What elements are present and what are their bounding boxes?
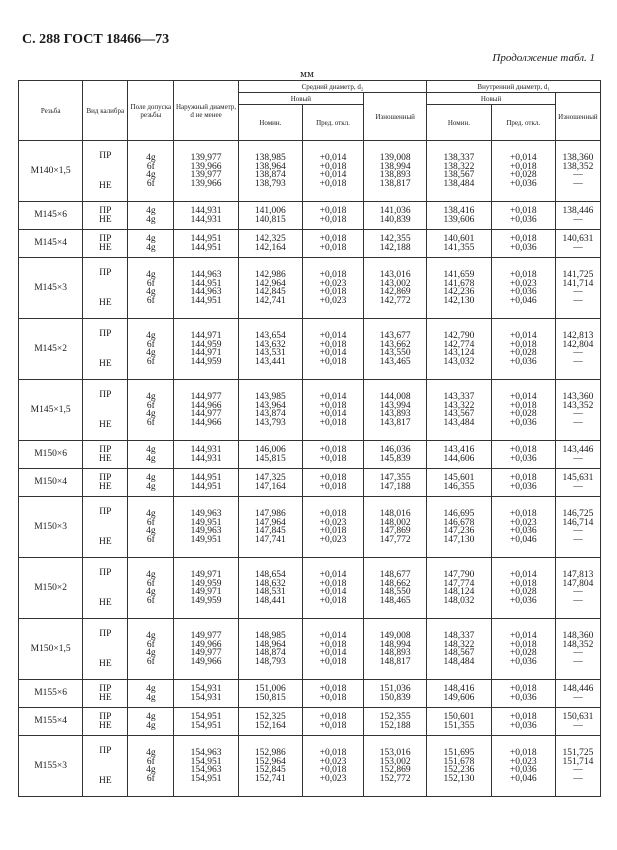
- header-inner-diameter: Внутренний диаметр, d₁: [427, 81, 601, 93]
- mean-nominal-cell: 152,986 152,964 152,845 152,741: [238, 736, 302, 797]
- inner-worn-cell: 138,446 —: [555, 202, 600, 230]
- inner-worn-cell: 146,725 146,714 — —: [555, 497, 600, 558]
- inner-worn-cell: 148,446 —: [555, 680, 600, 708]
- mean-deviation-cell: +0,018 +0,018: [302, 441, 363, 469]
- thread-gauge-table: [18, 80, 601, 797]
- inner-deviation-cell: +0,014 +0,018 +0,028 +0,036: [491, 619, 555, 680]
- table-row: [19, 230, 601, 258]
- header-inner-new: Новый: [427, 93, 556, 105]
- inner-deviation-cell: +0,014 +0,018 +0,028 +0,036: [491, 558, 555, 619]
- inner-worn-cell: 151,725 151,714 — —: [555, 736, 600, 797]
- mean-worn-cell: 139,008 138,994 138,893 138,817: [364, 141, 427, 202]
- inner-worn-cell: 141,725 141,714 — —: [555, 258, 600, 319]
- inner-deviation-cell: +0,018 +0,036: [491, 202, 555, 230]
- gauge-type-cell: ПР НЕ: [83, 441, 128, 469]
- mean-worn-cell: 152,355 152,188: [364, 708, 427, 736]
- gauge-type-cell: ПР НЕ: [83, 736, 128, 797]
- tolerance-cell: 4g 4g: [128, 469, 174, 497]
- table-body: [19, 141, 601, 797]
- gauge-type-cell: ПР НЕ: [83, 469, 128, 497]
- mean-deviation-cell: +0,014 +0,018 +0,014 +0,018: [302, 380, 363, 441]
- thread-cell: M145×2: [19, 319, 83, 380]
- mean-deviation-cell: +0,018 +0,023 +0,018 +0,023: [302, 497, 363, 558]
- outer-diameter-cell: 154,951 154,951: [174, 708, 238, 736]
- mean-worn-cell: 149,008 148,994 148,893 148,817: [364, 619, 427, 680]
- mean-deviation-cell: +0,014 +0,018 +0,014 +0,018: [302, 319, 363, 380]
- outer-diameter-cell: 149,971 149,959 149,971 149,959: [174, 558, 238, 619]
- mean-worn-cell: 151,036 150,839: [364, 680, 427, 708]
- header-thread: Резьба: [19, 81, 83, 141]
- thread-cell: M145×6: [19, 202, 83, 230]
- page-label: С. 288 ГОСТ 18466—73: [22, 32, 170, 47]
- outer-diameter-cell: 139,977 139,966 139,977 139,966: [174, 141, 238, 202]
- header-inner-nominal: Номин.: [427, 105, 491, 141]
- mean-nominal-cell: 138,985 138,964 138,874 138,793: [238, 141, 302, 202]
- thread-cell: M150×3: [19, 497, 83, 558]
- header-mean-diameter: Средний диаметр, d₂: [238, 81, 427, 93]
- table-row: [19, 141, 601, 202]
- inner-worn-cell: 145,631 —: [555, 469, 600, 497]
- table-row: [19, 202, 601, 230]
- gauge-type-cell: ПР НЕ: [83, 319, 128, 380]
- mean-nominal-cell: 142,325 142,164: [238, 230, 302, 258]
- outer-diameter-cell: 144,963 144,951 144,963 144,951: [174, 258, 238, 319]
- thread-cell: M145×1,5: [19, 380, 83, 441]
- inner-worn-cell: 150,631 —: [555, 708, 600, 736]
- mean-deviation-cell: +0,018 +0,018: [302, 469, 363, 497]
- tolerance-cell: 4g 6f 4g 6f: [128, 319, 174, 380]
- inner-worn-cell: 138,360 138,352 — —: [555, 141, 600, 202]
- mean-nominal-cell: 151,006 150,815: [238, 680, 302, 708]
- inner-nominal-cell: 148,337 148,322 148,567 148,484: [427, 619, 491, 680]
- inner-nominal-cell: 142,790 142,774 143,124 143,032: [427, 319, 491, 380]
- mean-deviation-cell: +0,018 +0,018: [302, 680, 363, 708]
- tolerance-cell: 4g 6f 4g 6f: [128, 736, 174, 797]
- mean-deviation-cell: +0,018 +0,023 +0,018 +0,023: [302, 258, 363, 319]
- header-outer-diameter: Наружный диаметр, d не менее: [174, 81, 238, 141]
- inner-deviation-cell: +0,018 +0,036: [491, 230, 555, 258]
- tolerance-cell: 4g 4g: [128, 708, 174, 736]
- mean-worn-cell: 143,016 143,002 142,869 142,772: [364, 258, 427, 319]
- mean-nominal-cell: 148,985 148,964 148,874 148,793: [238, 619, 302, 680]
- table-row: [19, 441, 601, 469]
- inner-nominal-cell: 148,416 149,606: [427, 680, 491, 708]
- outer-diameter-cell: 149,977 149,966 149,977 149,966: [174, 619, 238, 680]
- header-gauge-type: Вид калибра: [83, 81, 128, 141]
- mean-worn-cell: 153,016 153,002 152,869 152,772: [364, 736, 427, 797]
- tolerance-cell: 4g 4g: [128, 230, 174, 258]
- gauge-type-cell: ПР НЕ: [83, 558, 128, 619]
- outer-diameter-cell: 154,963 154,951 154,963 154,951: [174, 736, 238, 797]
- inner-deviation-cell: +0,018 +0,023 +0,036 +0,046: [491, 736, 555, 797]
- header-mean-worn: Изношенный: [364, 93, 427, 141]
- outer-diameter-cell: 144,971 144,959 144,971 144,959: [174, 319, 238, 380]
- table-row: [19, 619, 601, 680]
- header-mean-nominal: Номин.: [238, 105, 302, 141]
- outer-diameter-cell: 144,951 144,951: [174, 469, 238, 497]
- gauge-type-cell: ПР НЕ: [83, 619, 128, 680]
- outer-diameter-cell: 144,931 144,931: [174, 202, 238, 230]
- inner-nominal-cell: 146,695 146,678 147,236 147,130: [427, 497, 491, 558]
- inner-deviation-cell: +0,018 +0,036: [491, 469, 555, 497]
- inner-nominal-cell: 143,416 144,606: [427, 441, 491, 469]
- outer-diameter-cell: 144,931 144,931: [174, 441, 238, 469]
- thread-cell: M145×3: [19, 258, 83, 319]
- table-row: [19, 558, 601, 619]
- gauge-type-cell: ПР НЕ: [83, 141, 128, 202]
- inner-deviation-cell: +0,018 +0,023 +0,036 +0,046: [491, 258, 555, 319]
- thread-cell: M150×4: [19, 469, 83, 497]
- gauge-type-cell: ПР НЕ: [83, 202, 128, 230]
- inner-worn-cell: 143,360 143,352 — —: [555, 380, 600, 441]
- inner-deviation-cell: +0,014 +0,018 +0,028 +0,036: [491, 319, 555, 380]
- mean-worn-cell: 147,355 147,188: [364, 469, 427, 497]
- inner-deviation-cell: +0,018 +0,036: [491, 680, 555, 708]
- mean-nominal-cell: 147,325 147,164: [238, 469, 302, 497]
- mean-deviation-cell: +0,018 +0,023 +0,018 +0,023: [302, 736, 363, 797]
- table-row: [19, 708, 601, 736]
- tolerance-cell: 4g 4g: [128, 441, 174, 469]
- outer-diameter-cell: 149,963 149,951 149,963 149,951: [174, 497, 238, 558]
- header-inner-deviation: Пред. откл.: [491, 105, 555, 141]
- tolerance-cell: 4g 6f 4g 6f: [128, 258, 174, 319]
- inner-nominal-cell: 150,601 151,355: [427, 708, 491, 736]
- mean-deviation-cell: +0,018 +0,018: [302, 202, 363, 230]
- mean-deviation-cell: +0,018 +0,018: [302, 708, 363, 736]
- header-inner-worn: Изношенный: [555, 93, 600, 141]
- mean-worn-cell: 141,036 140,839: [364, 202, 427, 230]
- mean-worn-cell: 143,677 143,662 143,550 143,465: [364, 319, 427, 380]
- table-row: [19, 258, 601, 319]
- table-row: [19, 680, 601, 708]
- inner-deviation-cell: +0,014 +0,018 +0,028 +0,036: [491, 380, 555, 441]
- gauge-type-cell: ПР НЕ: [83, 258, 128, 319]
- mean-worn-cell: 148,677 148,662 148,550 148,465: [364, 558, 427, 619]
- tolerance-cell: 4g 6f 4g 6f: [128, 619, 174, 680]
- tolerance-cell: 4g 6f 4g 6f: [128, 380, 174, 441]
- inner-nominal-cell: 151,695 151,678 152,236 152,130: [427, 736, 491, 797]
- inner-nominal-cell: 147,790 147,774 148,124 148,032: [427, 558, 491, 619]
- mean-deviation-cell: +0,018 +0,018: [302, 230, 363, 258]
- inner-nominal-cell: 140,601 141,355: [427, 230, 491, 258]
- header-tolerance-field: Поле допуска резьбы: [128, 81, 174, 141]
- mean-deviation-cell: +0,014 +0,018 +0,014 +0,018: [302, 619, 363, 680]
- thread-cell: M155×6: [19, 680, 83, 708]
- outer-diameter-cell: 144,977 144,966 144,977 144,966: [174, 380, 238, 441]
- mean-nominal-cell: 148,654 148,632 148,531 148,441: [238, 558, 302, 619]
- inner-worn-cell: 142,813 142,804 — —: [555, 319, 600, 380]
- mean-worn-cell: 146,036 145,839: [364, 441, 427, 469]
- mean-worn-cell: 142,355 142,188: [364, 230, 427, 258]
- tolerance-cell: 4g 4g: [128, 680, 174, 708]
- tolerance-cell: 4g 6f 4g 6f: [128, 141, 174, 202]
- table-row: [19, 736, 601, 797]
- gauge-type-cell: ПР НЕ: [83, 230, 128, 258]
- inner-worn-cell: 140,631 —: [555, 230, 600, 258]
- inner-deviation-cell: +0,018 +0,036: [491, 441, 555, 469]
- inner-nominal-cell: 145,601 146,355: [427, 469, 491, 497]
- thread-cell: M155×4: [19, 708, 83, 736]
- header-mean-deviation: Пред. откл.: [302, 105, 363, 141]
- inner-nominal-cell: 138,337 138,322 138,567 138,484: [427, 141, 491, 202]
- gauge-type-cell: ПР НЕ: [83, 497, 128, 558]
- inner-deviation-cell: +0,018 +0,036: [491, 708, 555, 736]
- mean-nominal-cell: 152,325 152,164: [238, 708, 302, 736]
- gauge-type-cell: ПР НЕ: [83, 380, 128, 441]
- inner-nominal-cell: 141,659 141,678 142,236 142,130: [427, 258, 491, 319]
- inner-deviation-cell: +0,018 +0,023 +0,036 +0,046: [491, 497, 555, 558]
- thread-cell: M150×6: [19, 441, 83, 469]
- thread-cell: M150×1,5: [19, 619, 83, 680]
- table-row: [19, 319, 601, 380]
- header-mean-new: Новый: [238, 93, 363, 105]
- mean-worn-cell: 148,016 148,002 147,869 147,772: [364, 497, 427, 558]
- mean-nominal-cell: 147,986 147,964 147,845 147,741: [238, 497, 302, 558]
- mean-nominal-cell: 142,986 142,964 142,845 142,741: [238, 258, 302, 319]
- thread-cell: M145×4: [19, 230, 83, 258]
- mean-deviation-cell: +0,014 +0,018 +0,014 +0,018: [302, 141, 363, 202]
- table-row: [19, 380, 601, 441]
- gauge-type-cell: ПР НЕ: [83, 708, 128, 736]
- table-continuation: Продолжение табл. 1: [492, 52, 595, 64]
- gauge-type-cell: ПР НЕ: [83, 680, 128, 708]
- tolerance-cell: 4g 4g: [128, 202, 174, 230]
- thread-cell: M155×3: [19, 736, 83, 797]
- inner-worn-cell: 148,360 148,352 — —: [555, 619, 600, 680]
- table-row: [19, 497, 601, 558]
- outer-diameter-cell: 144,951 144,951: [174, 230, 238, 258]
- inner-nominal-cell: 143,337 143,322 143,567 143,484: [427, 380, 491, 441]
- thread-cell: M140×1,5: [19, 141, 83, 202]
- outer-diameter-cell: 154,931 154,931: [174, 680, 238, 708]
- mean-deviation-cell: +0,014 +0,018 +0,014 +0,018: [302, 558, 363, 619]
- mean-nominal-cell: 143,654 143,632 143,531 143,441: [238, 319, 302, 380]
- thread-cell: M150×2: [19, 558, 83, 619]
- tolerance-cell: 4g 6f 4g 6f: [128, 497, 174, 558]
- mean-worn-cell: 144,008 143,994 143,893 143,817: [364, 380, 427, 441]
- mean-nominal-cell: 143,985 143,964 143,874 143,793: [238, 380, 302, 441]
- inner-deviation-cell: +0,014 +0,018 +0,028 +0,036: [491, 141, 555, 202]
- mean-nominal-cell: 141,006 140,815: [238, 202, 302, 230]
- mean-nominal-cell: 146,006 145,815: [238, 441, 302, 469]
- inner-nominal-cell: 138,416 139,606: [427, 202, 491, 230]
- units-label: мм: [300, 70, 315, 80]
- inner-worn-cell: 143,446 —: [555, 441, 600, 469]
- table-row: [19, 469, 601, 497]
- inner-worn-cell: 147,813 147,804 — —: [555, 558, 600, 619]
- tolerance-cell: 4g 6f 4g 6f: [128, 558, 174, 619]
